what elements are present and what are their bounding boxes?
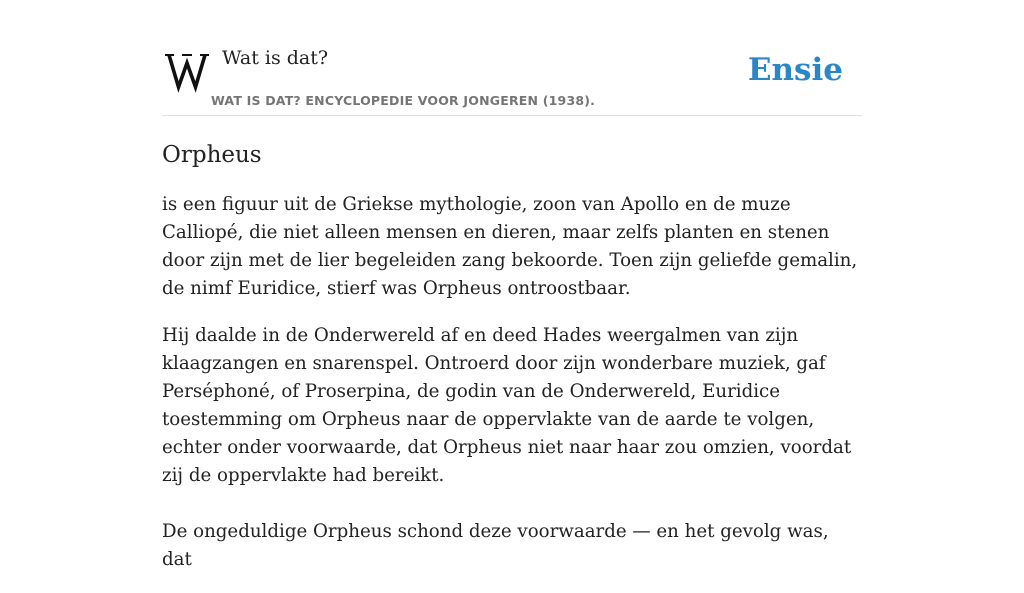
brand-logo-link[interactable]: Ensie [747, 52, 843, 88]
article-paragraph: Hij daalde in de Onderwereld af en deed Hades weergalmen van zijn klaagzangen en snarenspel. Ontroerd door zijn wonderbare muziek, gaf Perséphoné, of Proserpina, de godin van de Onderwereld, Euridice toestemming om Orpheus naar de oppervlakte van de aarde te volgen, echter onder voorwaarde, dat Orpheus niet naar haar zou omzien, voordat zij de oppervlakte had bereikt. [162, 325, 852, 486]
article-paragraph: De ongeduldige Orpheus schond deze voorwaarde — en het gevolg was, dat [162, 521, 829, 570]
article-paragraph: is een figuur uit de Griekse mythologie, zoon van Apollo en de muze Calliopé, die niet alleen mensen en dieren, maar zelfs planten en stenen door zijn met de lier begeleiden zang bekoorde. Toen zijn geliefde gemalin, de nimf Euridice, stierf was Orpheus ontroostbaar. [162, 194, 858, 299]
wikipedia-w-icon [165, 52, 209, 90]
source-subtitle: WAT IS DAT? ENCYCLOPEDIE VOOR JONGEREN (1938). [211, 93, 596, 108]
page [162, 0, 862, 570]
source-title: Wat is dat? [222, 47, 329, 69]
article-title: Orpheus [162, 142, 262, 168]
article-body [162, 191, 862, 593]
source-header [162, 0, 862, 116]
